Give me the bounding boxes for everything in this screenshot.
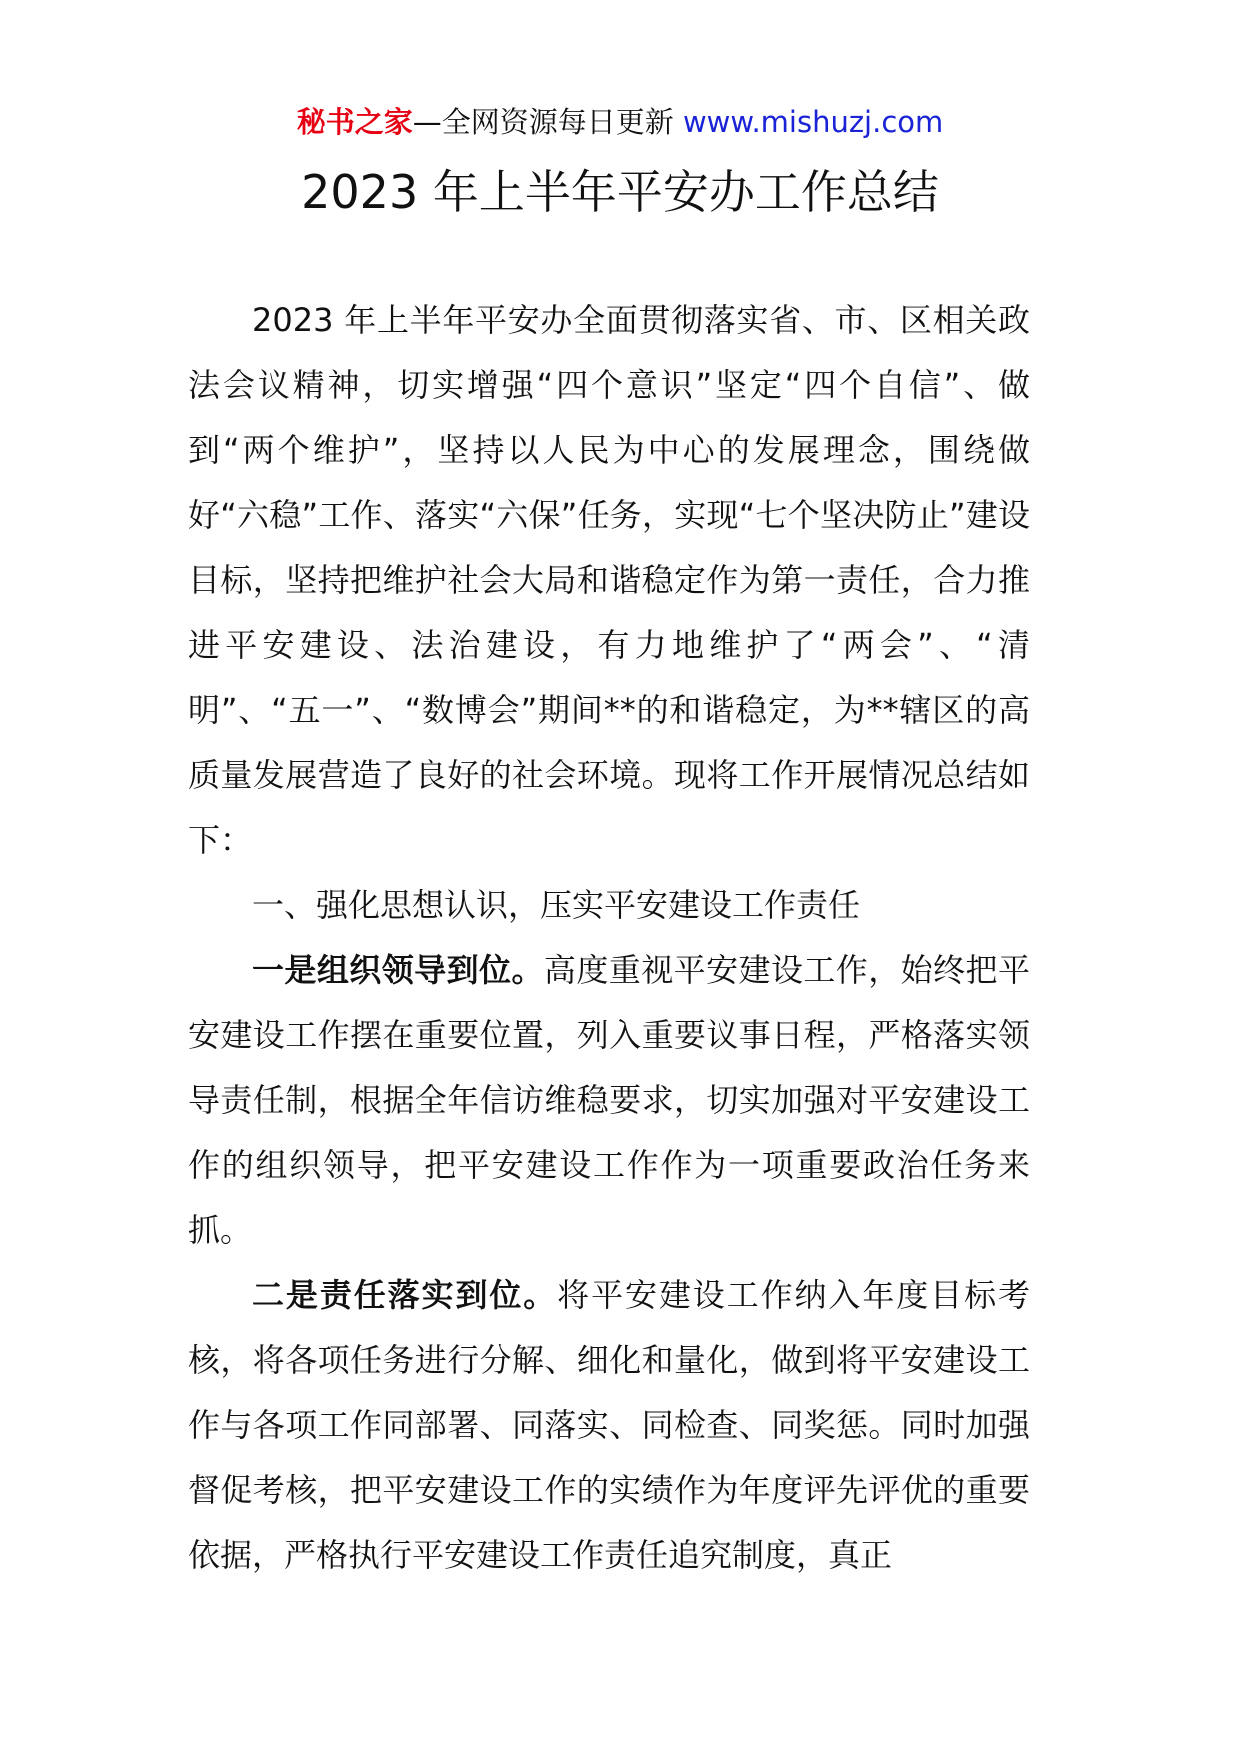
site-tagline: —全网资源每日更新 xyxy=(412,105,683,139)
item-paragraph-1 xyxy=(188,938,1030,1263)
item-paragraph-2 xyxy=(188,1263,1030,1588)
item-lead-2: 二是责任落实到位。 xyxy=(252,1276,558,1314)
document-body xyxy=(188,288,1030,1588)
item-text-1: 高度重视平安建设工作，始终把平安建设工作摆在重要位置，列入重要议事日程，严格落实领导责任制，根据全年信访维稳要求，切实加强对平安建设工作的组织领导，把平安建设工作作为一项重要政治任务来抓。 xyxy=(188,951,1030,1249)
intro-paragraph: 2023 年上半年平安办全面贯彻落实省、市、区相关政法会议精神，切实增强“四个意识”坚定“四个自信”、做到“两个维护”，坚持以人民为中心的发展理念，围绕做好“六稳”工作、落实“六保”任务，实现“七个坚决防止”建设目标，坚持把维护社会大局和谐稳定作为第一责任，合力推进平安建设、法治建设，有力地维护了“两会”、“清明”、“五一”、“数博会”期间**的和谐稳定，为**辖区的高质量发展营造了良好的社会环境。现将工作开展情况总结如下： xyxy=(188,301,1030,859)
site-url-link[interactable]: www.mishuzj.com xyxy=(682,105,944,139)
item-lead-1: 一是组织领导到位。 xyxy=(252,951,544,989)
site-name: 秘书之家 xyxy=(296,105,413,139)
item-text-2: 将平安建设工作纳入年度目标考核，将各项任务进行分解、细化和量化，做到将平安建设工作与各项工作同部署、同落实、同检查、同奖惩。同时加强督促考核，把平安建设工作的实绩作为年度评先评优的重要依据，严格执行平安建设工作责任追究制度，真正 xyxy=(188,1276,1030,1574)
site-header xyxy=(0,102,1240,142)
section-heading: 一、强化思想认识，压实平安建设工作责任 xyxy=(252,886,861,924)
document-title: 2023 年上半年平安办工作总结 xyxy=(301,165,939,219)
